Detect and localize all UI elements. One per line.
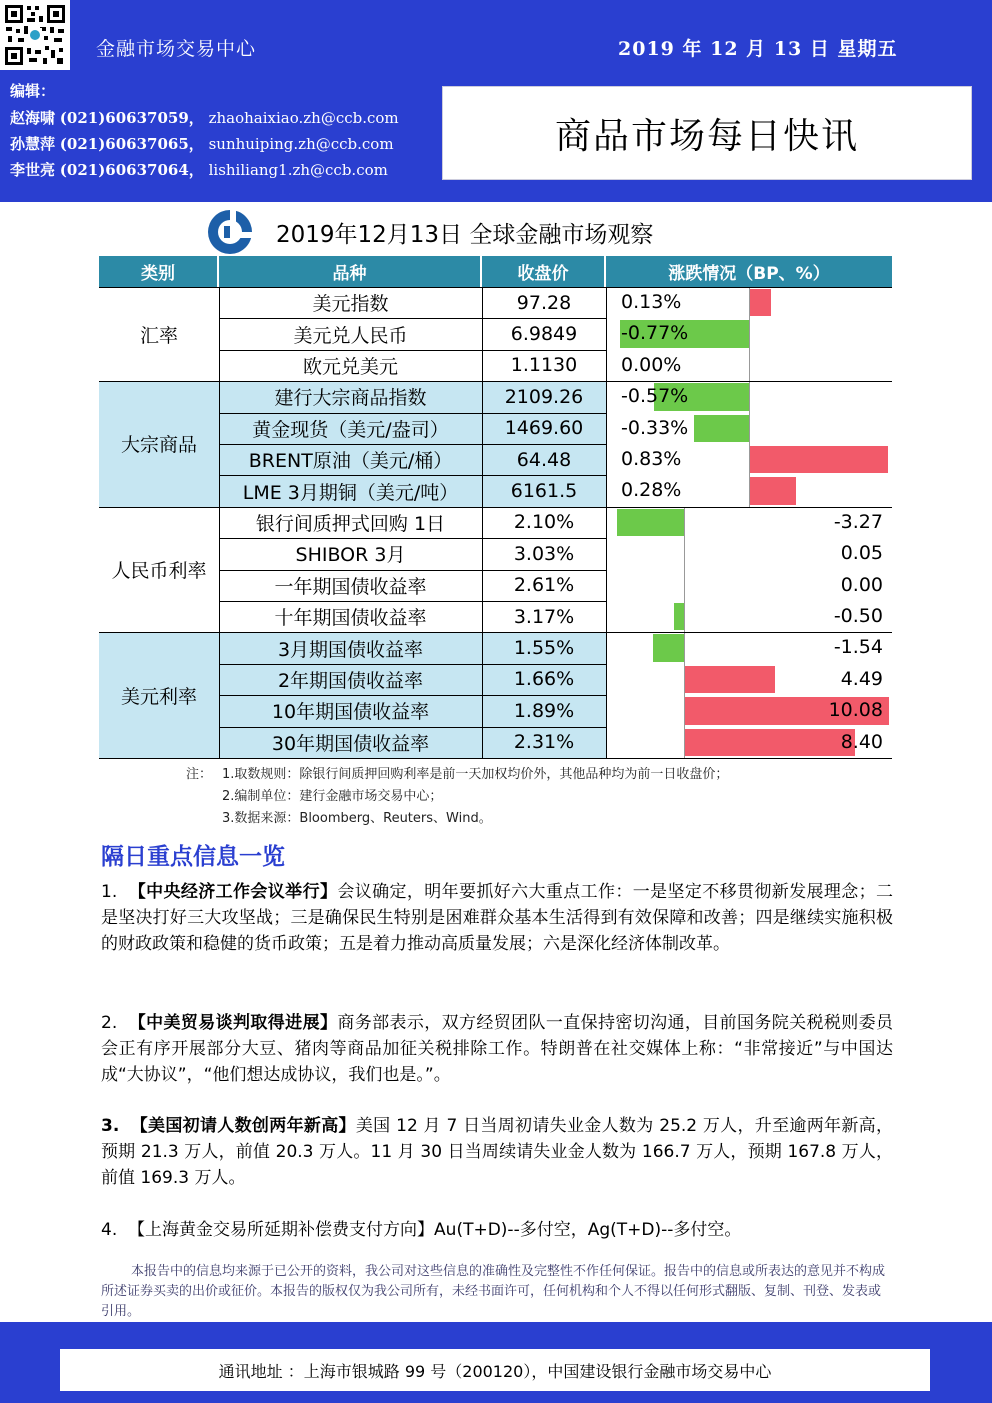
change-value: -3.27 — [833, 510, 883, 533]
news-num: 4. — [101, 1220, 118, 1240]
news-title: 【中央经济工作会议举行】 — [128, 882, 338, 902]
note-item: 2.编制单位：建行金融市场交易中心； — [222, 789, 443, 804]
down-bar — [653, 634, 684, 661]
editor-phone: (021)60637059， — [59, 109, 204, 127]
bar-axis — [749, 287, 750, 507]
grid-line — [219, 601, 606, 602]
grid-line — [219, 695, 606, 696]
close-price: 3.03% — [513, 542, 575, 565]
notes-label: 注： — [186, 767, 213, 782]
editors-label: 编辑： — [10, 82, 56, 100]
table-header: 类别 — [99, 256, 217, 287]
close-price: 64.48 — [516, 448, 572, 471]
item-name: 建行大宗商品指数 — [274, 387, 427, 410]
grid-line — [219, 350, 606, 351]
close-price: 2.31% — [513, 731, 575, 754]
note-item: 1.取数规则：除银行间质押回购利率是前一天加权均价外，其他品种均为前一日收盘价； — [222, 767, 729, 782]
change-value: 0.83% — [621, 448, 682, 470]
item-name: 3月期国债收益率 — [277, 638, 424, 661]
editor-name: 李世亮 — [10, 161, 56, 179]
grid-line — [219, 318, 606, 319]
item-name: SHIBOR 3月 — [295, 544, 406, 567]
news-body: 会议确定，明年要抓好六大重点工作：一是坚定不移贯彻新发展理念；二是坚决打好三大攻坚战；三是确保民生特别是困难群众基本生活得到有效保障和改善；四是继续实施积极的财政政策和稳健的货币政策；五是着力推动高质量发展；六是深化经济体制改革。 — [101, 882, 894, 954]
news-num: 2. — [101, 1013, 118, 1033]
change-value: 8.40 — [840, 730, 883, 753]
close-price: 1.66% — [513, 668, 575, 691]
close-price: 2.61% — [513, 574, 575, 597]
category-cell: 汇率 — [139, 324, 178, 347]
org-name: 金融市场交易中心 — [96, 38, 257, 60]
news-heading: 隔日重点信息一览 — [101, 844, 285, 870]
change-value: 10.08 — [828, 699, 883, 722]
disclaimer: 本报告中的信息均来源于已公开的资料，我公司对这些信息的准确性及完整性不作任何保证。报告中的信息或所表达的意见并不构成所述证券买卖的出价或征价。本报告的版权仅为我公司所有，未经书面许可，任何机构和个人不得以任何形式翻版、复制、刊登、发表或引用。 — [101, 1264, 886, 1319]
news-title: 【中美贸易谈判取得进展】 — [128, 1013, 338, 1033]
news-num: 1. — [101, 882, 118, 902]
editor-1 — [10, 107, 399, 128]
editor-email[interactable]: lishiliang1.zh@ccb.com — [208, 161, 388, 179]
note-item: 3.数据来源：Bloomberg、Reuters、Wind。 — [222, 811, 492, 826]
grid-line — [219, 664, 606, 665]
news-num: 3. — [101, 1116, 120, 1136]
change-value: 0.00% — [621, 353, 682, 376]
item-name: LME 3月期铜（美元/吨） — [242, 481, 459, 504]
down-bar — [617, 509, 684, 536]
item-name: 黄金现货（美元/盎司） — [252, 418, 449, 441]
news-title: 【上海黄金交易所延期补偿费支付方向】 — [128, 1220, 435, 1240]
editor-name: 赵海啸 — [10, 109, 56, 127]
market-table — [99, 256, 892, 758]
report-title: 商品市场每日快讯 — [442, 86, 972, 180]
grid-line — [99, 632, 892, 633]
close-price: 2.10% — [513, 511, 575, 534]
close-price: 6161.5 — [510, 480, 578, 503]
close-price: 2109.26 — [504, 385, 584, 408]
change-value: -0.33% — [621, 416, 689, 439]
change-value: 0.28% — [621, 479, 682, 502]
close-price: 1.55% — [513, 637, 575, 660]
close-price: 6.9849 — [510, 323, 578, 346]
table-header: 收盘价 — [482, 256, 604, 287]
change-value: -0.50 — [833, 605, 883, 627]
editor-3 — [10, 159, 388, 180]
news-item-3 — [101, 1113, 893, 1191]
change-value: 4.49 — [840, 667, 883, 690]
footer-address: 通讯地址 ：上海市银城路 99 号（200120），中国建设银行金融市场交易中心 — [60, 1349, 930, 1391]
close-price: 3.17% — [513, 605, 575, 628]
editor-phone: (021)60637065， — [59, 135, 204, 153]
change-value: -0.57% — [621, 385, 689, 408]
grid-line — [99, 287, 892, 288]
news-body: 商务部表示，双方经贸团队一直保持密切沟通，目前国务院关税税则委员会正有序开展部分大豆、猪肉等商品加征关税排除工作。特朗普在社交媒体上称：“非常接近”与中国达成“大协议”，“他们想达成协议，我们也是。”。 — [101, 1013, 894, 1085]
down-bar — [694, 415, 749, 442]
grid-line — [219, 287, 220, 758]
down-bar — [674, 603, 684, 630]
grid-line — [219, 538, 606, 539]
editor-email[interactable]: sunhuiping.zh@ccb.com — [208, 135, 394, 153]
change-value: -0.77% — [621, 322, 689, 345]
grid-line — [606, 287, 607, 758]
item-name: 10年期国债收益率 — [271, 701, 430, 724]
grid-line — [219, 444, 606, 445]
grid-line — [219, 727, 606, 728]
change-value: 0.05 — [840, 542, 883, 565]
close-price: 1469.60 — [504, 417, 584, 440]
close-price: 97.28 — [516, 291, 572, 314]
item-name: 美元兑人民币 — [293, 324, 408, 347]
category-cell: 美元利率 — [99, 632, 219, 758]
item-name: 美元指数 — [312, 293, 389, 316]
change-value: -1.54 — [833, 636, 883, 659]
close-price: 1.89% — [513, 699, 575, 722]
item-name: 30年期国债收益率 — [271, 732, 430, 755]
grid-line — [99, 381, 892, 382]
item-name: 一年期国债收益率 — [274, 575, 427, 598]
item-name: BRENT原油（美元/桶） — [248, 450, 453, 473]
close-price: 1.1130 — [510, 354, 578, 377]
editor-email[interactable]: zhaohaixiao.zh@ccb.com — [208, 109, 399, 127]
item-name: 欧元兑美元 — [302, 355, 398, 378]
news-title: 【美国初请人数创两年新高】 — [130, 1116, 356, 1136]
up-bar — [749, 289, 771, 316]
report-date: 2019 年 12 月 13 日 星期五 — [618, 38, 898, 60]
change-value: 0.13% — [621, 291, 682, 313]
table-header: 品种 — [219, 256, 480, 287]
news-body: 美国 12 月 7 日当周初请失业金人数为 25.2 万人，升至逾两年新高，预期 21.3 万人，前值 20.3 万人。11 月 30 日当周续请失业金人数为 166.7 万人，预期 167.8 万人，前值 169.3 万人。 — [101, 1116, 893, 1188]
item-name: 银行间质押式回购 1日 — [255, 512, 446, 535]
grid-line — [99, 758, 892, 759]
change-value: 0.00 — [840, 573, 883, 596]
grid-line — [219, 413, 606, 414]
news-body: Au(T+D)--多付空，Ag(T+D)--多付空。 — [434, 1220, 742, 1240]
up-bar — [749, 477, 796, 504]
news-item-2 — [101, 1010, 893, 1088]
category-cell: 人民币利率 — [111, 560, 207, 583]
item-name: 2年期国债收益率 — [277, 669, 424, 692]
news-item-1 — [101, 879, 893, 957]
table-header: 涨跌情况（BP、%） — [606, 256, 892, 287]
news-item-4 — [101, 1217, 893, 1243]
qr-code-icon — [0, 0, 70, 70]
grid-line — [219, 570, 606, 571]
editor-name: 孙慧萍 — [10, 135, 56, 153]
category-cell: 大宗商品 — [99, 381, 219, 507]
ccb-logo-icon — [206, 208, 254, 256]
editor-phone: (021)60637064， — [59, 161, 204, 179]
grid-line — [219, 475, 606, 476]
grid-line — [99, 507, 892, 508]
editor-2 — [10, 133, 394, 154]
item-name: 十年期国债收益率 — [274, 607, 427, 630]
grid-line — [482, 287, 483, 758]
table-title: 2019年12月13日 全球金融市场观察 — [276, 222, 654, 248]
up-bar — [749, 446, 888, 473]
